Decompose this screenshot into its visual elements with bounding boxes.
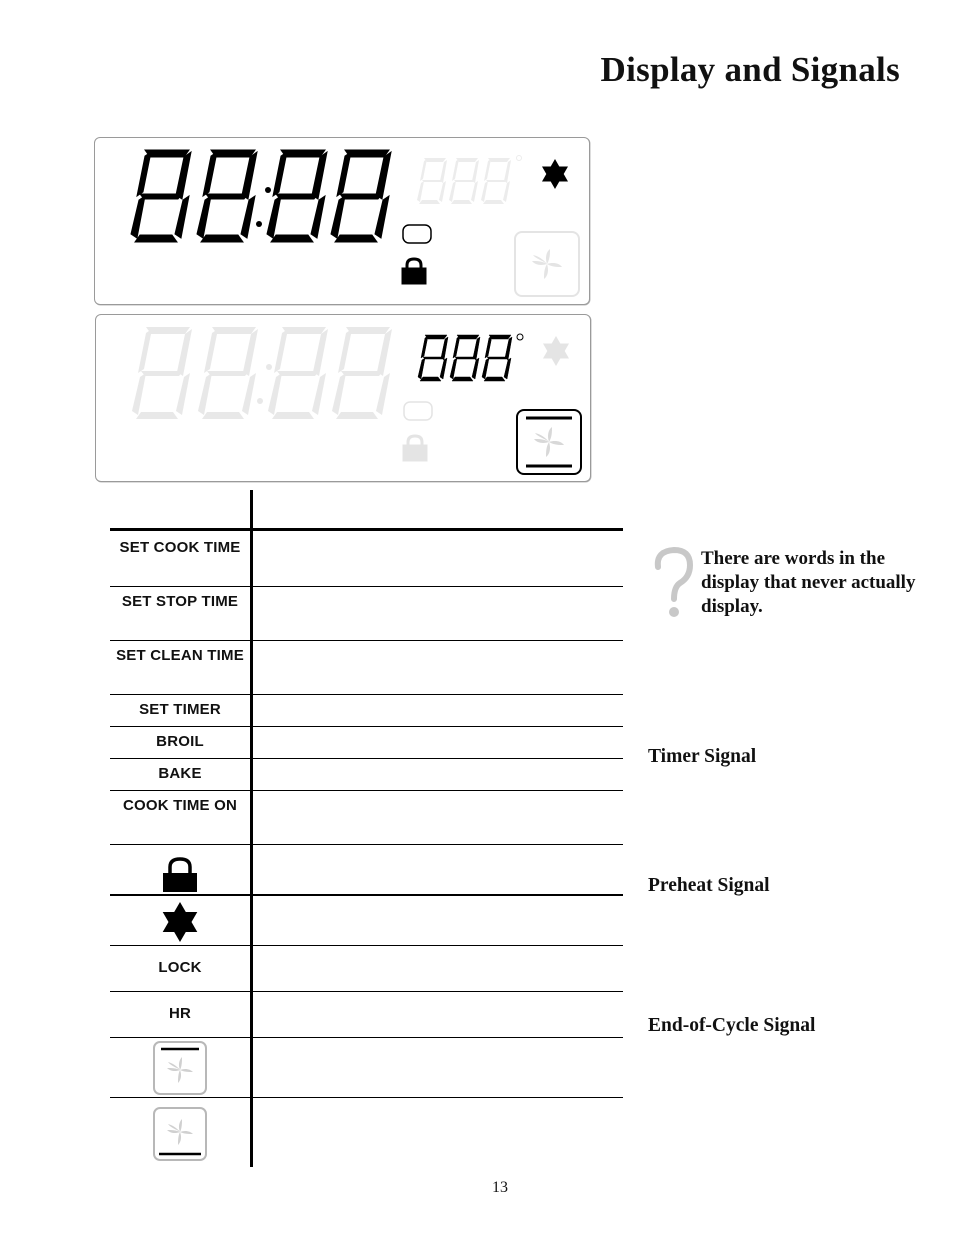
table-rule <box>110 844 623 845</box>
row-set-stop-time: SET STOP TIME <box>121 593 239 610</box>
row-hr: HR <box>168 1005 192 1022</box>
table-rule <box>110 894 623 896</box>
table-rule <box>110 1097 623 1098</box>
page-title: Display and Signals <box>600 50 900 89</box>
star-icon <box>160 901 200 943</box>
row-star-symbol <box>110 900 250 944</box>
row-bake: BAKE <box>158 765 202 782</box>
preheat-signal-heading: Preheat Signal <box>648 875 770 896</box>
question-mark-icon <box>650 545 700 625</box>
sidebar-note: There are words in the display that never actually display. <box>701 548 916 617</box>
row-lock: LOCK <box>158 959 202 976</box>
end-of-cycle-signal-heading: End-of-Cycle Signal <box>648 1015 816 1036</box>
page-number: 13 <box>492 1179 508 1196</box>
display-panel-clock <box>94 137 590 305</box>
table-rule <box>110 586 623 587</box>
row-set-clean-time: SET CLEAN TIME <box>116 647 244 664</box>
display-panel-clock-graphic <box>95 138 589 304</box>
row-set-cook-time: SET COOK TIME <box>119 539 241 556</box>
table-rule <box>110 945 623 946</box>
table-header-rule <box>110 528 623 531</box>
table-divider-vertical <box>250 490 253 1167</box>
table-rule <box>110 694 623 695</box>
timer-signal-heading: Timer Signal <box>648 746 757 767</box>
display-panel-temperature <box>95 314 591 482</box>
row-cook-time-on: COOK TIME ON <box>122 797 238 814</box>
display-panel-temperature-graphic <box>96 315 590 481</box>
table-rule <box>110 790 623 791</box>
row-set-timer: SET TIMER <box>139 701 221 718</box>
row-fan-top-bar <box>110 1039 250 1097</box>
row-lock-symbol <box>110 854 250 894</box>
fan-top-bar-icon <box>152 1040 208 1096</box>
fan-bottom-bar-icon <box>152 1106 208 1162</box>
row-broil: BROIL <box>156 733 204 750</box>
table-rule <box>110 758 623 759</box>
table-rule <box>110 991 623 992</box>
table-rule <box>110 1037 623 1038</box>
lock-icon <box>162 856 198 892</box>
table-rule <box>110 640 623 641</box>
table-rule <box>110 726 623 727</box>
row-fan-bottom-bar <box>110 1105 250 1163</box>
